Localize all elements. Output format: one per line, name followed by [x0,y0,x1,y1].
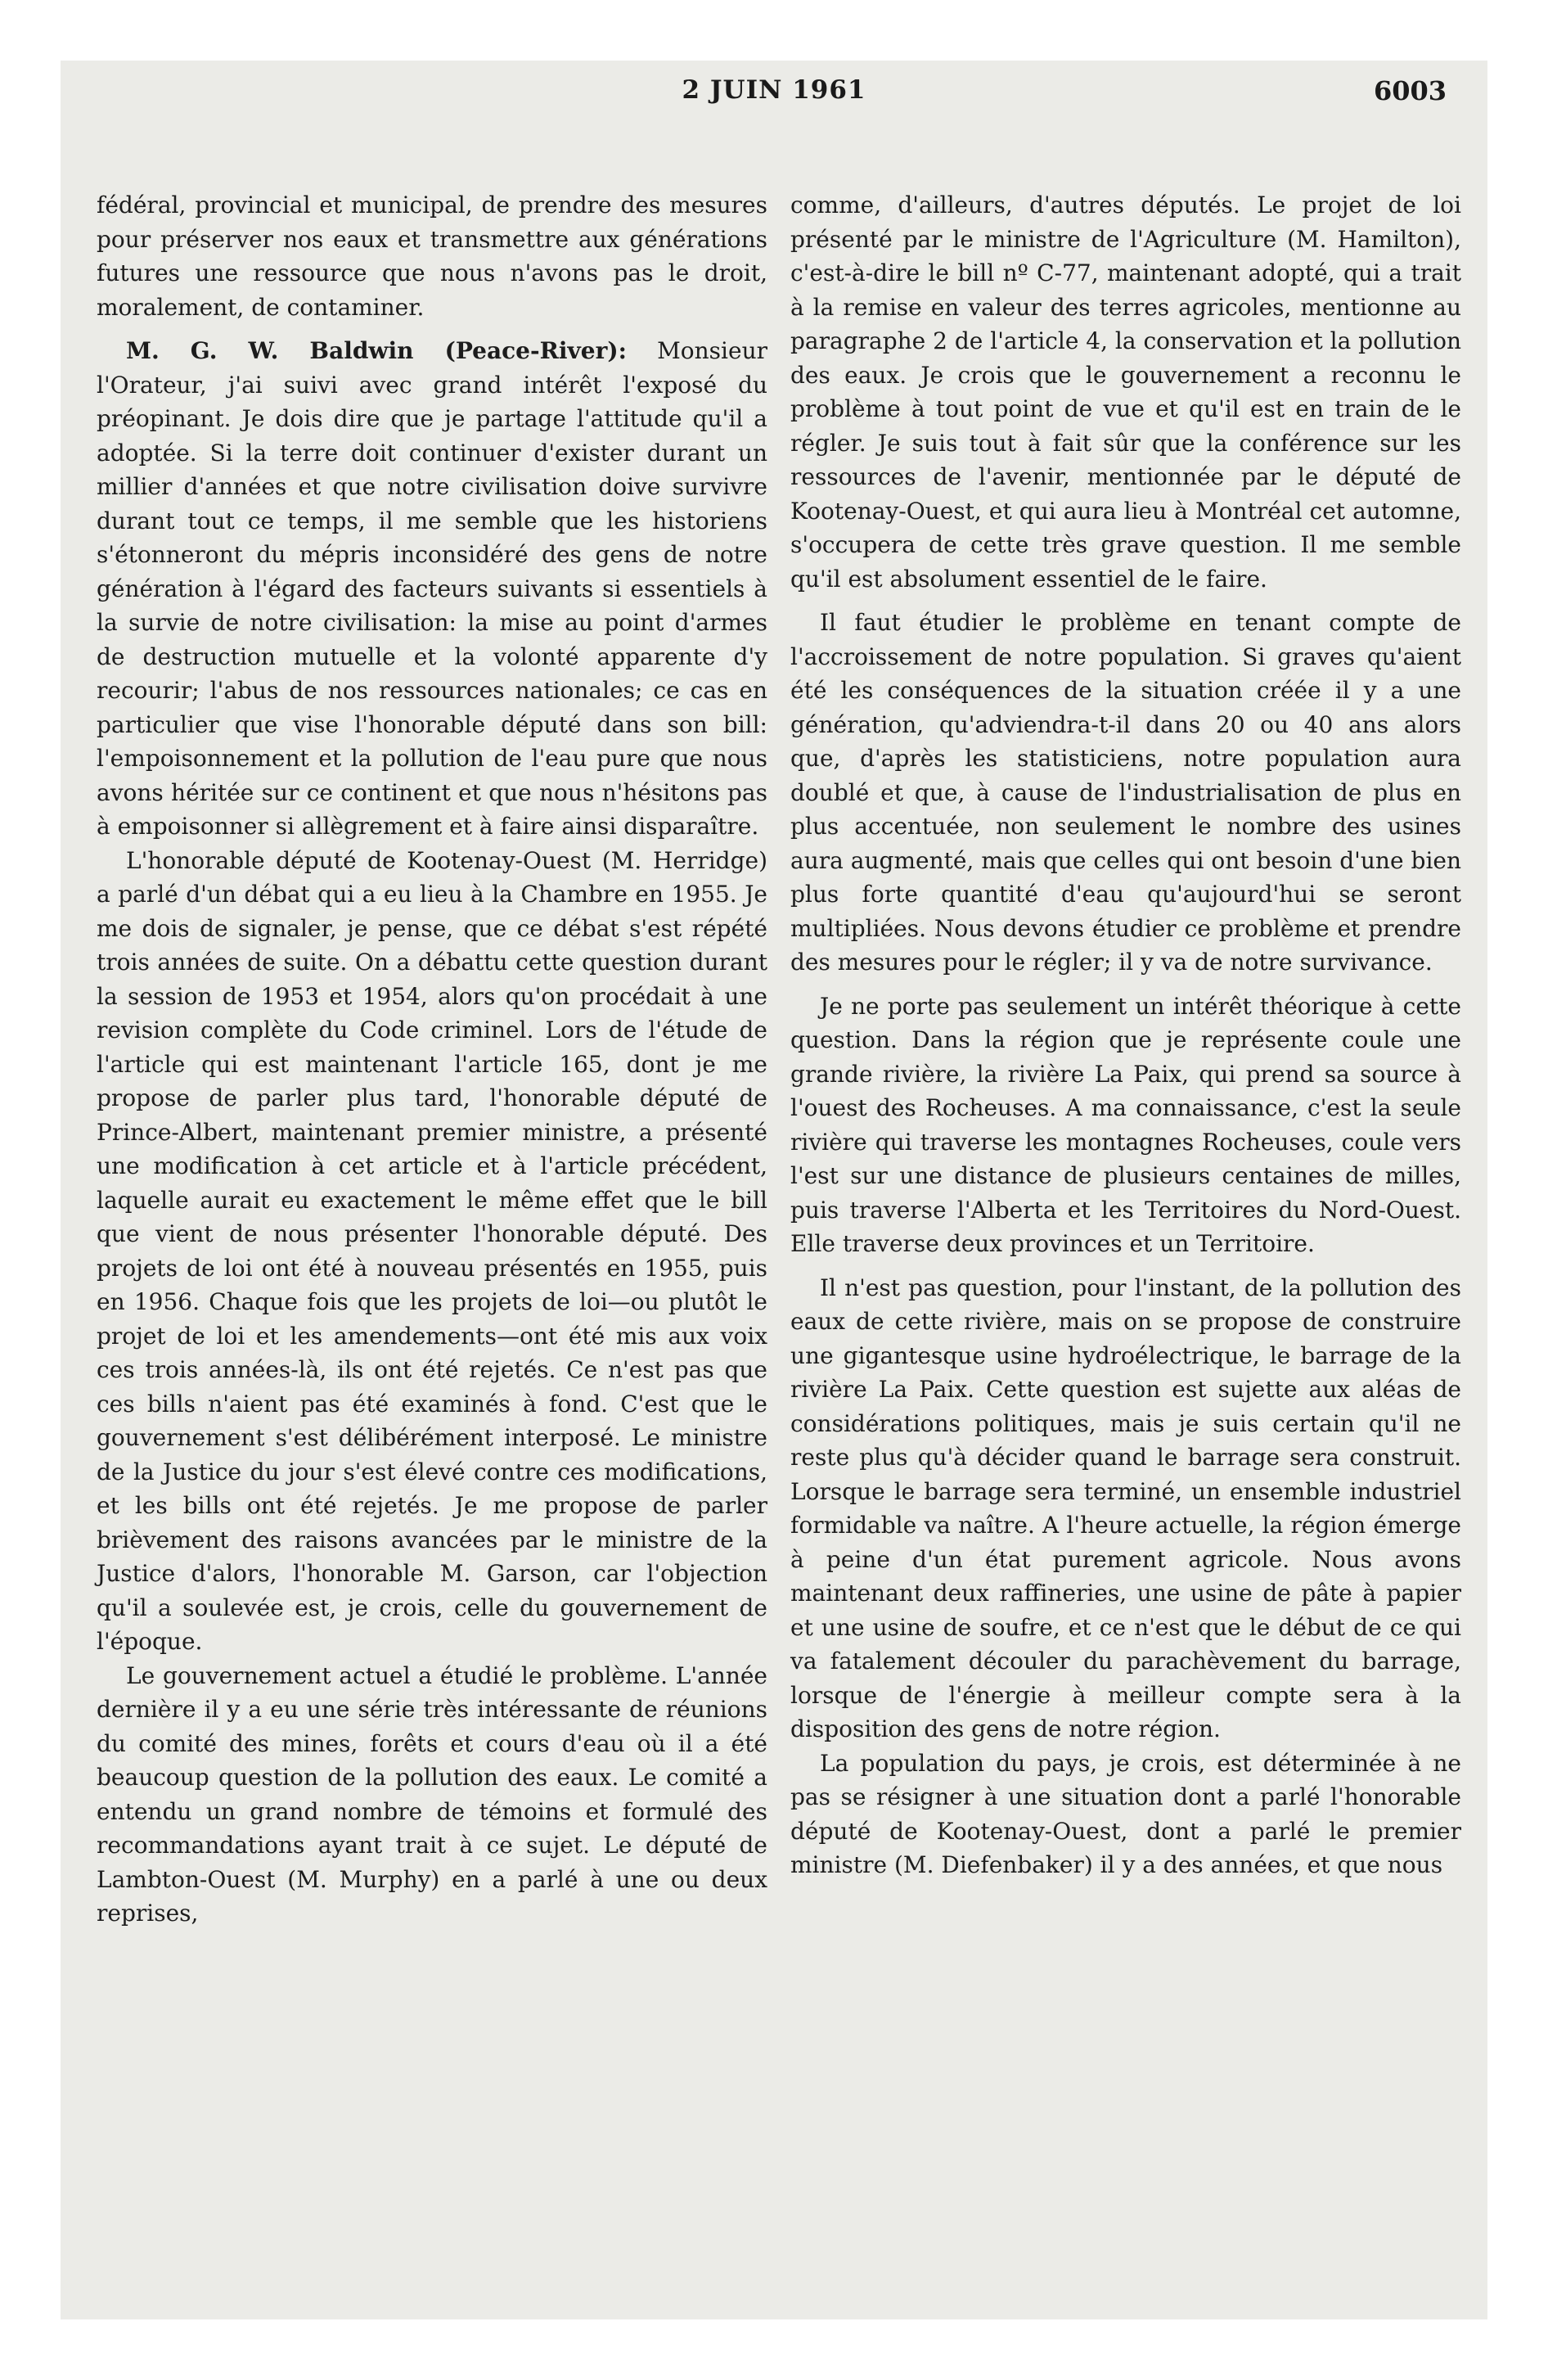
left-column [97,188,767,1931]
paragraph: Il faut étudier le problème en tenant compte de l'accroissement de notre population. Si graves qu'aient été les conséquences de la situation créée il y a une génération, qu'adviendra-t-il dans 20 ou 40 ans alors que, d'après les statisticiens, notre population aura doublé et que, à cause de l'industrialisation de plus en plus accentuée, non seulement le nombre des usines aura augmenté, mais que celles qui ont besoin d'une bien plus forte quantité d'eau qu'aujourd'hui se seront multipliées. Nous devons étudier ce problème et prendre des mesures pour le régler; il y va de notre survivance. [790,609,1461,976]
paragraph: Le gouvernement actuel a étudié le problème. L'année dernière il y a eu une série très intéressante de réunions du comité des mines, forêts et cours d'eau où il a été beaucoup question de la pollution des eaux. Le comité a entendu un grand nombre de témoins et formulé des recommandations ayant trait à ce sujet. Le député de Lambton-Ouest (M. Murphy) en a parlé à une ou deux reprises, [97,1661,767,1927]
right-column [790,188,1461,1882]
header-date: 2 JUIN 1961 [682,75,866,105]
page-number: 6003 [1373,75,1447,106]
speech-paragraph [97,334,767,844]
paragraph: fédéral, provincial et municipal, de prendre des mesures pour préserver nos eaux et transmettre aux générations futures une ressource que nous n'avons pas le droit, moralement, de contaminer. [97,192,767,321]
running-header [61,75,1487,124]
paragraph: L'honorable député de Kootenay-Ouest (M. Herridge) a parlé d'un débat qui a eu lieu à la Chambre en 1955. Je me dois de signaler, je pense, que ce débat s'est répété trois années de suite. On a débattu cette question durant la session de 1953 et 1954, alors qu'on procédait à une revision complète du Code criminel. Lors de l'étude de l'article qui est maintenant l'article 165, dont je me propose de parler plus tard, l'honorable député de Prince-Albert, maintenant premier ministre, a présenté une modification à cet article et à l'article précédent, laquelle aurait eu exactement le même effet que le bill que vient de nous présenter l'honorable député. Des projets de loi ont été à nouveau présentés en 1955, puis en 1956. Chaque fois que les projets de loi—ou plutôt le projet de loi et les amendements—ont été mis aux voix ces trois années-là, ils ont été rejetés. Ce n'est pas que ces bills n'aient pas été examinés à fond. C'est que le gouvernement s'est délibérément interposé. Le ministre de la Justice du jour s'est élevé contre ces modifications, et les bills ont été rejetés. Je me propose de parler brièvement des raisons avancées par le ministre de la Justice d'alors, l'honorable M. Garson, car l'objection qu'il a soulevée est, je crois, celle du gouvernement de l'époque. [97,846,767,1655]
paragraph: comme, d'ailleurs, d'autres députés. Le projet de loi présenté par le ministre de l'Agriculture (M. Hamilton), c'est-à-dire le bill nº C-77, maintenant adopté, qui a trait à la remise en valeur des terres agricoles, mentionne au paragraphe 2 de l'article 4, la conservation et la pollution des eaux. Je crois que le gouvernement a reconnu le problème à tout point de vue et qu'il est en train de le régler. Je suis tout à fait sûr que la conférence sur les ressources de l'avenir, mentionnée par le député de Kootenay-Ouest, et qui aura lieu à Montréal cet automne, s'occupera de cette très grave question. Il me semble qu'il est absolument essentiel de le faire. [790,192,1461,593]
speech-text: Monsieur l'Orateur, j'ai suivi avec grand intérêt l'exposé du préopinant. Je dois dire que je partage l'attitude qu'il a adoptée. Si la terre doit continuer d'exister durant un millier d'années et que notre civilisation doive survivre durant tout ce temps, il me semble que les historiens s'étonneront du mépris inconsidéré des gens de notre génération à l'égard des facteurs suivants si essentiels à la survie de notre civilisation: la mise au point d'armes de destruction mutuelle et la volonté apparente d'y recourir; l'abus de nos ressources nationales; ce cas en particulier que vise l'honorable député dans son bill: l'empoisonnement et la pollution de l'eau pure que nous avons héritée sur ce continent et que nous n'hésitons pas à empoisonner si allègrement et à faire ainsi disparaître. [97,337,767,840]
paragraph: Je ne porte pas seulement un intérêt théorique à cette question. Dans la région que je représente coule une grande rivière, la rivière La Paix, qui prend sa source à l'ouest des Rocheuses. A ma connaissance, c'est la seule rivière qui traverse les montagnes Rocheuses, coule vers l'est sur une distance de plusieurs centaines de milles, puis traverse l'Alberta et les Territoires du Nord-Ouest. Elle traverse deux provinces et un Territoire. [790,992,1461,1257]
paragraph: Il n'est pas question, pour l'instant, de la pollution des eaux de cette rivière, mais on se propose de construire une gigantesque usine hydroélectrique, le barrage de la rivière La Paix. Cette question est sujette aux aléas de considérations politiques, mais je suis certain qu'il ne reste plus qu'à décider quand le barrage sera construit. Lorsque le barrage sera terminé, un ensemble industriel formidable va naître. A l'heure actuelle, la région émerge à peine d'un état purement agricole. Nous avons maintenant deux raffineries, une usine de pâte à papier et une usine de soufre, et ce n'est que le début de ce qui va fatalement découler du parachèvement du barrage, lorsque de l'énergie à meilleur compte sera à la disposition des gens de notre région. [790,1273,1461,1742]
speaker-name: M. G. W. Baldwin (Peace-River): [126,337,627,364]
paragraph: La population du pays, je crois, est déterminée à ne pas se résigner à une situation dont a parlé l'honorable député de Kootenay-Ouest, dont a parlé le premier ministre (M. Diefenbaker) il y a des années, et que nous [790,1749,1461,1878]
